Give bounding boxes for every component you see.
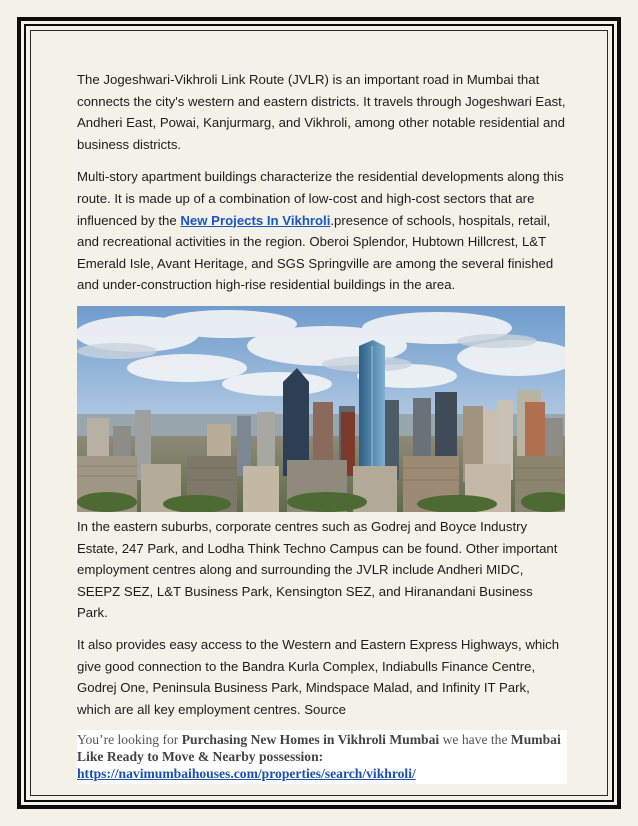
new-projects-vikhroli-link[interactable]: New Projects In Vikhroli bbox=[180, 212, 331, 228]
paragraph-residential-text-b: .presence of schools, hospitals, retail, and recreational activities in the region. Oberoi Splendor, Hubtown Hillcrest, L&T Emerald Isle, Avant Heritage, and SGS Springville are among the several finished and under-construction high-rise residential buildings in the area. bbox=[77, 212, 554, 293]
paragraph-jvlr-intro: The Jogeshwari-Vikhroli Link Route (JVLR) is an important road in Mumbai that connects the city's western and eastern districts. It travels through Jogeshwari East, Andheri East, Powai, Kanjurmarg, and Vikhroli, among other notable residential and business districts. bbox=[77, 72, 566, 152]
paragraph-residential bbox=[77, 166, 567, 296]
paragraph-employment-centres: In the eastern suburbs, corporate centres such as Godrej and Boyce Industry Estate, 247 Park, and Lodha Think Techno Campus can be found. Other important employment centres along and surrounding the JVLR include Andheri MIDC, SEEPZ SEZ, L&T Business Park, Kensington SEZ, and Hiranandani Business Park. bbox=[77, 518, 558, 621]
document-body bbox=[77, 69, 567, 784]
city-skyline-photo bbox=[77, 306, 565, 512]
promo-lead: You’re looking for bbox=[77, 732, 182, 748]
promo-bold-possession: Mumbai Like Ready to Move & Nearby possession: bbox=[77, 732, 561, 765]
promo-box bbox=[77, 730, 567, 784]
paragraph-residential-text-a: Multi-story apartment buildings characterize the residential developments along this route. It is made up of a combination of low-cost and high-cost sectors that are influenced by the bbox=[77, 169, 564, 228]
promo-bold-vikhroli: Purchasing New Homes in Vikhroli Mumbai bbox=[181, 732, 440, 748]
promo-mid: we have the bbox=[439, 732, 511, 748]
paragraph-highways: It also provides easy access to the Western and Eastern Express Highways, which give good connection to the Bandra Kurla Complex, Indiabulls Finance Centre, Godrej One, Peninsula Business Park, Mindspace Malad, and Infinity IT Park, which are all key employment centres. Source bbox=[77, 636, 560, 717]
promo-url-link[interactable]: https://navimumbaihouses.com/properties/search/vikhroli/ bbox=[77, 766, 416, 782]
